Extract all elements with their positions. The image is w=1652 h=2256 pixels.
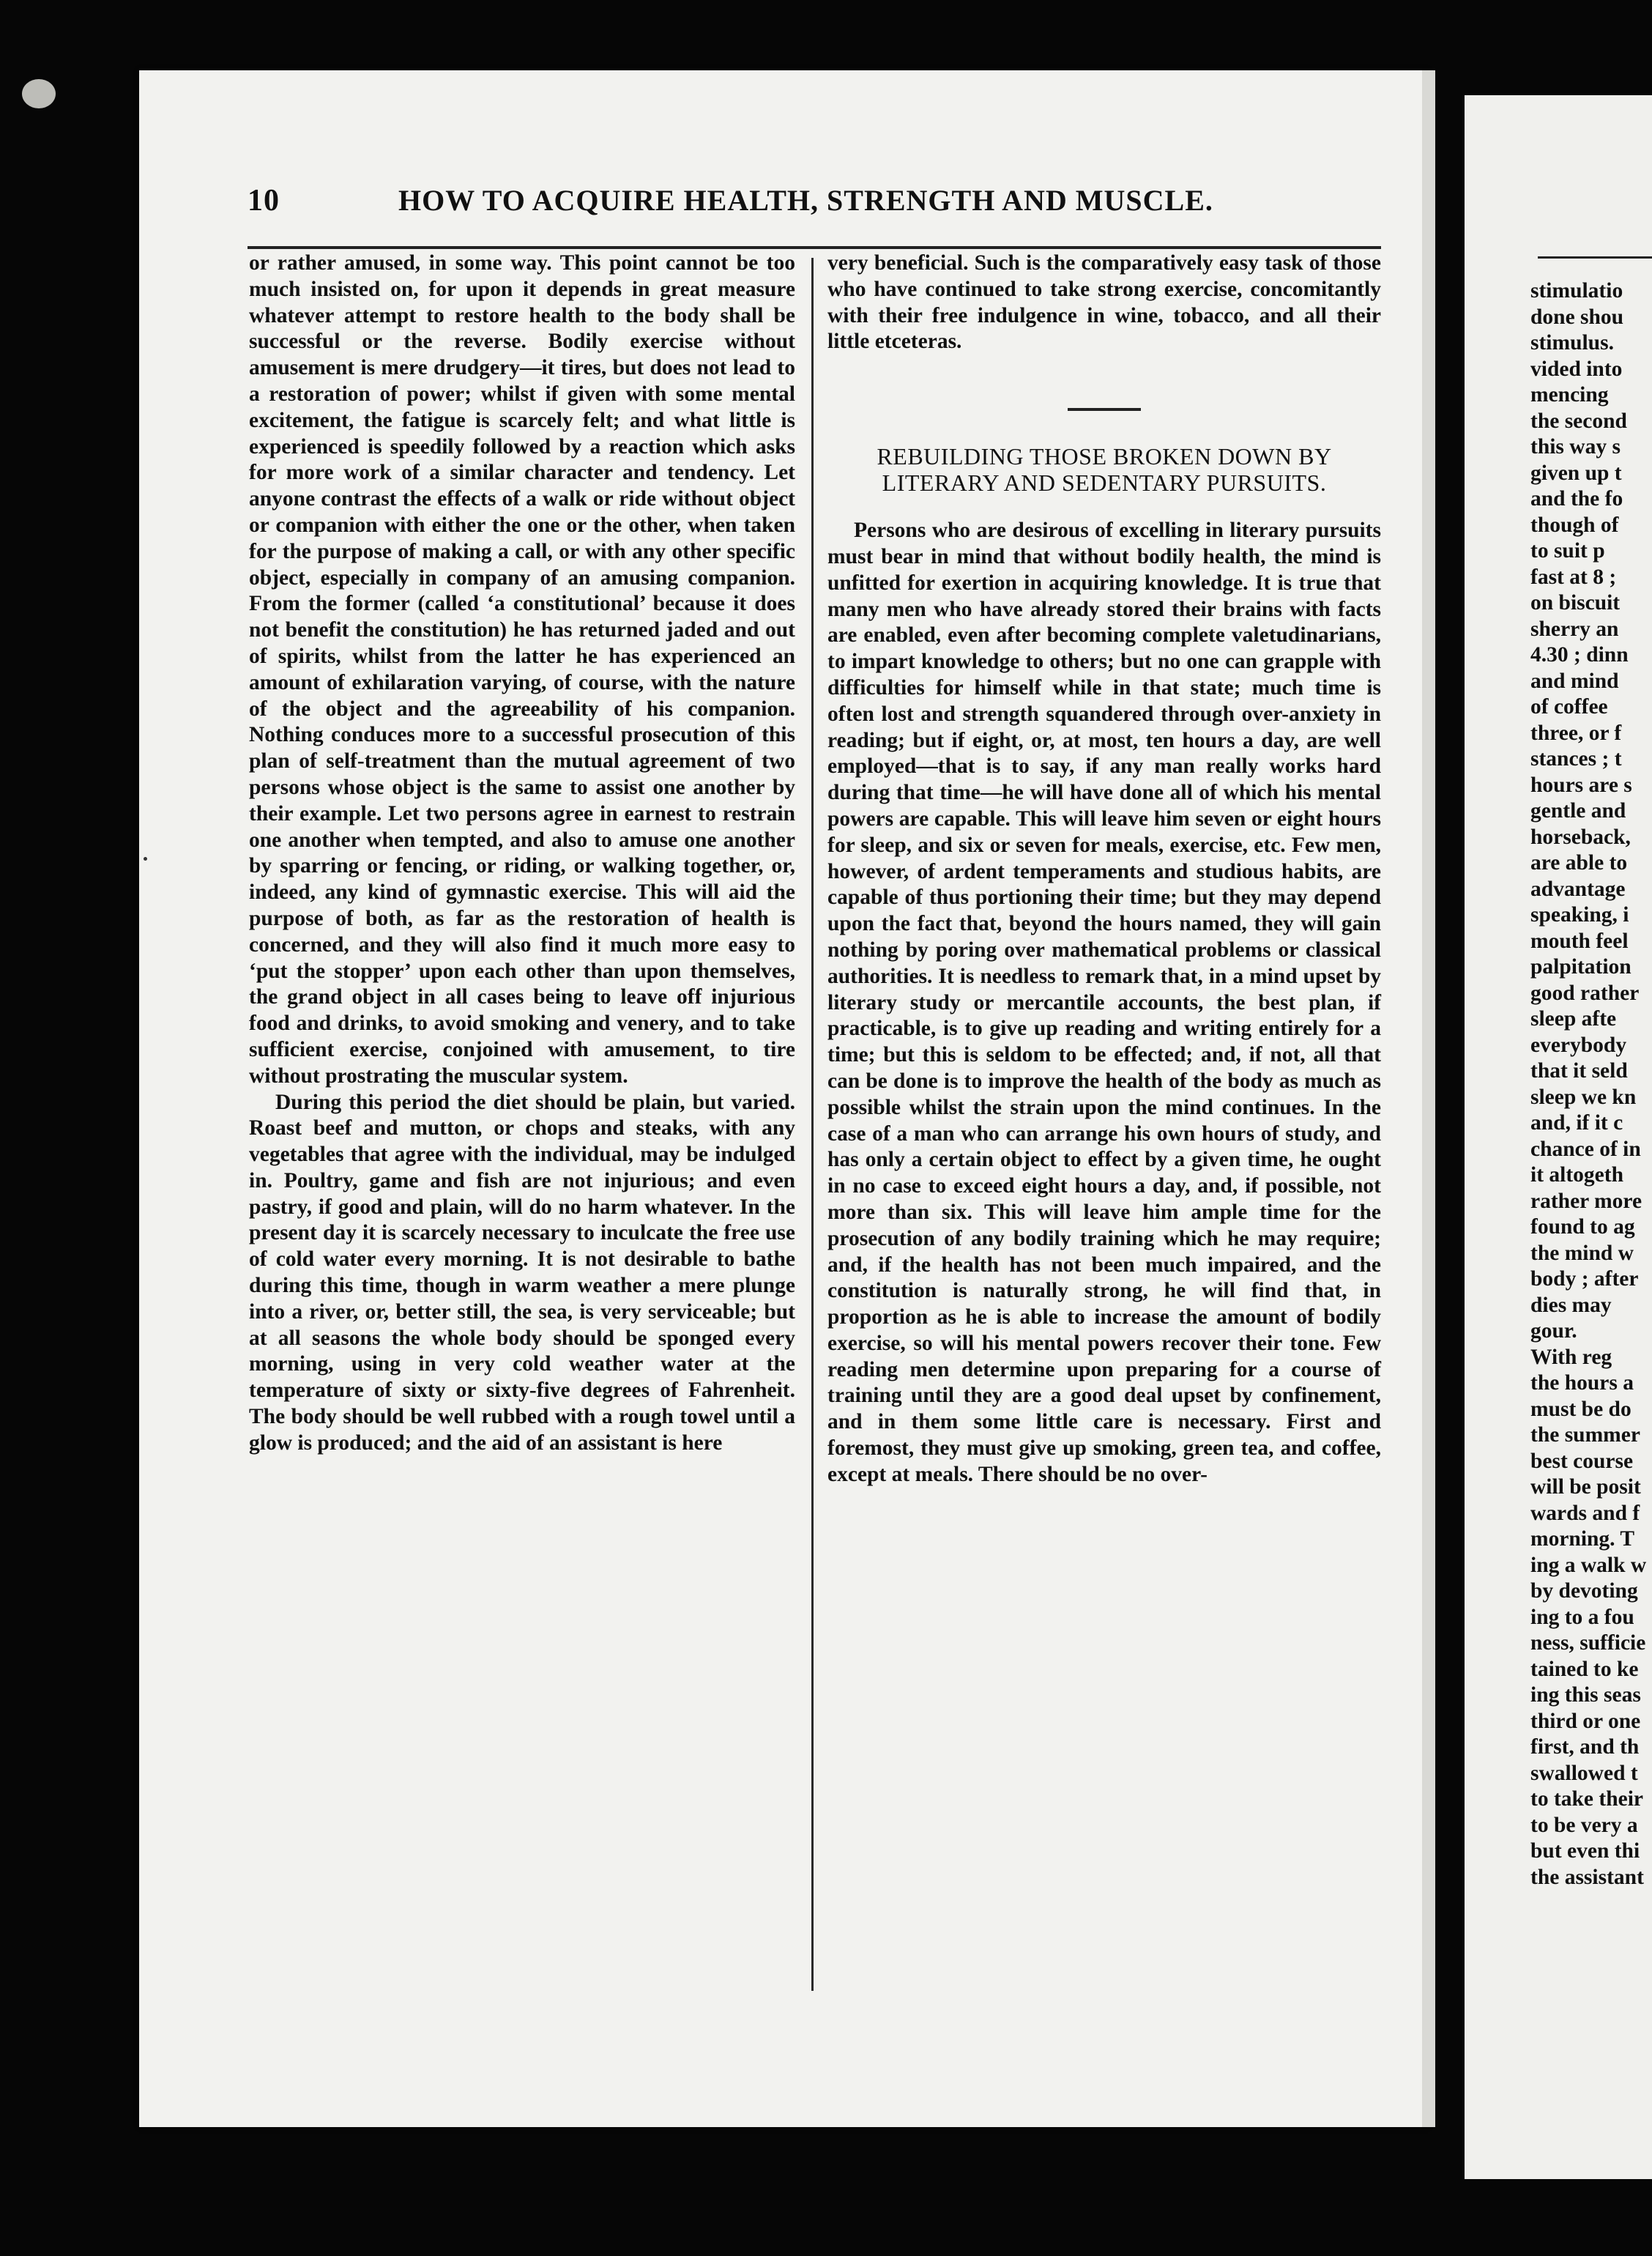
next-page-rule — [1538, 256, 1652, 259]
next-page-line: the second — [1530, 409, 1627, 433]
next-page-line: to suit p — [1530, 539, 1605, 563]
next-page-line: though of — [1530, 513, 1619, 537]
next-page-line: the hours a — [1530, 1371, 1634, 1395]
next-page-line: this way s — [1530, 435, 1621, 459]
next-page-line: third or one — [1530, 1709, 1641, 1733]
next-page-text — [1530, 278, 1652, 1890]
next-page-line: 4.30 ; dinn — [1530, 643, 1629, 667]
next-page-line: vided into — [1530, 357, 1623, 381]
next-page-line: the assistant — [1530, 1865, 1644, 1889]
next-page-line: sherry an — [1530, 617, 1619, 641]
next-page-line: ing to a fou — [1530, 1605, 1634, 1629]
next-page-line: three, or f — [1530, 721, 1622, 745]
next-page-line: found to ag — [1530, 1215, 1635, 1239]
next-page-line: mouth feel — [1530, 929, 1629, 953]
next-page-line: body ; after — [1530, 1267, 1639, 1291]
next-page-line: will be posit — [1530, 1475, 1641, 1499]
next-page-line: of coffee — [1530, 695, 1608, 719]
body-paragraph: Persons who are desirous of excelling in literary pursuits must bear in mind that without bodily health, the mind is unfitted for exertion in acquiring knowledge. It is true that many men who have already stored their brains with facts are enabled, even after becoming complete valetudinarians, to impart knowledge to others; but no one can grapple with difficulties for himself while in that state; much time is often lost and strength squandered through over-anxiety in reading; but if eight, or, at most, ten hours a day, are well employed—that is to say, if any man really works hard during that time—he will have done all of which his mental powers are capable. This will leave him seven or eight hours for sleep, and six or seven for meals, exercise, etc. Few men, however, of ardent temperaments and studious habits, are capable of thus portioning their time; but they may depend upon the fact that, beyond the hours named, they will gain nothing by poring over mathematical problems or classical authorities. It is needless to remark that, in a mind upset by literary study or mercantile accounts, the best plan, if practicable, is to give up reading and writing entirely for a time; but this is seldom to be effected; and, if not, all that can be done is to improve the health of the body as much as possible whilst the strain upon the mind continues. In the case of a man who can arrange his own hours of study, and has only a certain object to effect by a given time, he ought in no case to exceed eight hours a day, and, if possible, not more than six. This will leave him ample time for the prosecution of any bodily training which he may require; and, if the health has not been much impaired, and the constitution is naturally strong, he will find that, in proportion as he is able to increase the amount of bodily exercise, so will his mental powers recover their tone. Few reading men determine upon preparing for a course of training until they are a good deal upset by confinement, and in them some little care is necessary. First and foremost, they must give up smoking, green tea, and coffee, except at meals. There should be no over- — [827, 519, 1381, 1486]
next-page-line: the summer — [1530, 1423, 1640, 1447]
next-page-line: by devoting — [1530, 1579, 1638, 1603]
next-page-line: done shou — [1530, 305, 1624, 329]
next-page-line: to be very a — [1530, 1813, 1638, 1837]
next-page-line: and the fo — [1530, 487, 1623, 511]
next-page-line: morning. T — [1530, 1527, 1635, 1551]
next-page-line: best course — [1530, 1449, 1634, 1473]
next-page-line: stimulus. — [1530, 331, 1614, 355]
page-number: 10 — [248, 184, 280, 218]
next-page-line: hours are s — [1530, 773, 1632, 797]
next-page-line: speaking, i — [1530, 903, 1629, 927]
next-page-line: horseback, — [1530, 825, 1631, 849]
next-page-line: on biscuit — [1530, 591, 1621, 615]
next-page-line: good rather — [1530, 981, 1640, 1005]
next-page-line: fast at 8 ; — [1530, 565, 1617, 589]
running-title: HOW TO ACQUIRE HEALTH, STRENGTH AND MUSCLE. — [398, 184, 1213, 217]
body-paragraph: or rather amused, in some way. This point cannot be too much insisted on, for upon it depends in great measure whatever attempt to restore health to the body shall be successful or the reverse. Bodily exercise without amusement is mere drudgery—it tires, but does not lead to a restoration of power; whilst if given with some mental excitement, the fatigue is scarcely felt; and what little is experienced is speedily followed by a reaction which asks for more work of a similar character and tendency. Let anyone contrast the effects of a walk or ride without object or companion with either the one or the other, when taken for the purpose of making a call, or with any other specific object, especially in company of an amusing companion. From the former (called ‘a constitutional’ because it does not benefit the constitution) he has returned jaded and out of spirits, whilst from the latter he has experienced an amount of exhilaration varying, of course, with the nature of the object and the agreeability of his companion. Nothing conduces more to a successful prosecution of this plan of self-treatment than the mutual agreement of two persons whose object is the same to assist one another by their example. Let two persons agree in earnest to restrain one another when tempted, and also to amuse one another by sparring or fencing, or riding, or walking together, or, indeed, any kind of gymnastic exercise. This will aid the purpose of both, as far as the restoration of health is concerned, and they will also find it much more easy to ‘put the stopper’ upon each other than upon themselves, the grand object in all cases being to leave off injurious food and drinks, to avoid smoking and venery, and to take sufficient exercise, conjoined with amusement, to tire without prostrating the muscular system. — [249, 251, 795, 1088]
page-header — [248, 183, 1390, 224]
section-rule — [1068, 408, 1141, 411]
next-page-line: ing this seas — [1530, 1683, 1641, 1707]
next-page-line: must be do — [1530, 1397, 1631, 1421]
next-page-line: sleep afte — [1530, 1007, 1617, 1031]
next-page-line: that it seld — [1530, 1059, 1628, 1083]
next-page-line: advantage — [1530, 877, 1626, 901]
body-paragraph: During this period the diet should be plain, but varied. Roast beef and mutton, or chops and steaks, with any vegetables that agree with the individual, may be indulged in. Poultry, game and fish are not injurious; and even pastry, if good and plain, will do no harm whatever. In the present day it is scarcely necessary to inculcate the free use of cold water every morning. It is not desirable to bathe during this time, though in warm weather a mere plunge into a river, or, better still, the sea, is very serviceable; but at all seasons the whole body should be sponged every morning, using in very cold weather water at the temperature of sixty or sixty-five degrees of Fahrenheit. The body should be well rubbed with a rough towel until a glow is produced; and the aid of an assistant is here — [249, 1090, 795, 1455]
next-page-line: tained to ke — [1530, 1657, 1639, 1681]
next-page-line: everybody — [1530, 1033, 1627, 1057]
next-page-line: With reg — [1530, 1345, 1612, 1369]
next-page-line: first, and th — [1530, 1735, 1640, 1759]
next-page-line: and, if it c — [1530, 1111, 1623, 1135]
next-page-line: mencing — [1530, 383, 1609, 407]
next-page-line: gentle and — [1530, 799, 1626, 823]
middle-column — [827, 251, 1381, 1488]
next-page-line: and mind — [1530, 669, 1619, 693]
header-rule — [248, 246, 1381, 249]
scan-speck — [22, 79, 56, 108]
page-edge — [1422, 70, 1435, 2127]
next-page-line: given up t — [1530, 461, 1622, 485]
next-page-line: to take their — [1530, 1787, 1644, 1811]
next-page-line: rather more — [1530, 1189, 1642, 1213]
next-page-line: palpitation — [1530, 955, 1631, 979]
next-page-line: it altogeth — [1530, 1163, 1623, 1187]
next-page-line: but even thi — [1530, 1839, 1640, 1863]
body-paragraph: very beneficial. Such is the comparatively easy task of those who have continued to take strong exercise, concomitantly with their free indulgence in wine, tobacco, and all their little etceteras. — [827, 251, 1381, 354]
next-page-line: dies may — [1530, 1293, 1612, 1317]
next-page-line: are able to — [1530, 851, 1628, 875]
next-page-line: wards and f — [1530, 1501, 1640, 1525]
next-page-line: sleep we kn — [1530, 1085, 1637, 1109]
column-divider — [811, 258, 814, 1991]
next-page-line: ness, sufficie — [1530, 1631, 1646, 1655]
left-column — [249, 251, 795, 1457]
next-page-line: ing a walk w — [1530, 1553, 1647, 1577]
next-page-line: the mind w — [1530, 1241, 1634, 1265]
next-page-line: stimulatio — [1530, 279, 1623, 303]
next-page-line: stances ; t — [1530, 747, 1622, 771]
scan-speck — [144, 857, 147, 861]
section-heading: REBUILDING THOSE BROKEN DOWN BY LITERARY AND SEDENTARY PURSUITS. — [877, 443, 1332, 497]
next-page-line: swallowed t — [1530, 1761, 1638, 1785]
next-page-line: gour. — [1530, 1319, 1577, 1343]
next-page-line: chance of in — [1530, 1137, 1641, 1161]
